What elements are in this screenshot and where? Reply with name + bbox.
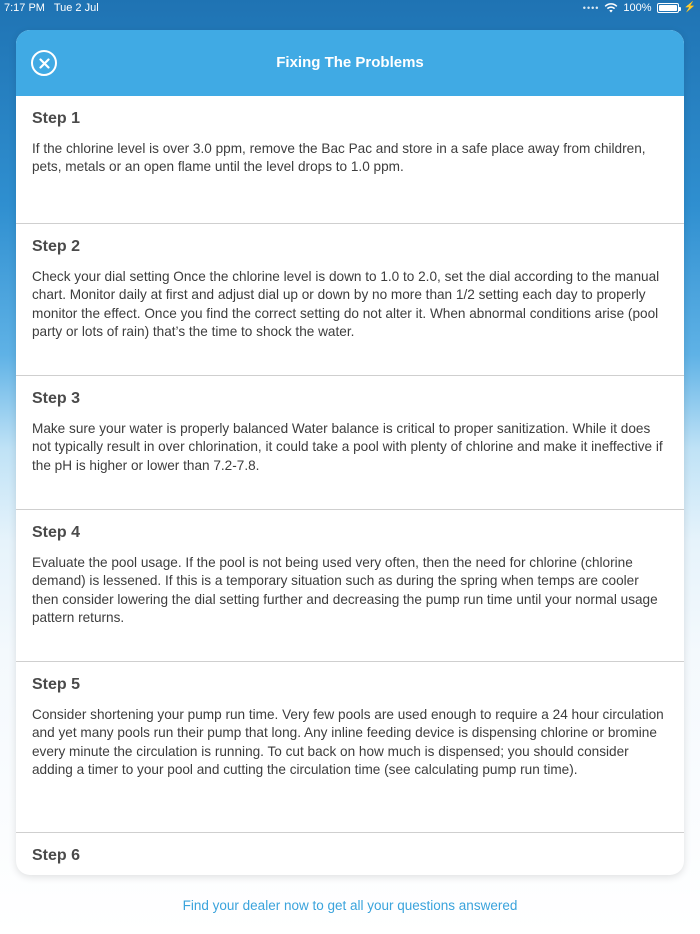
step-card — [16, 510, 684, 662]
step-body: Check your dial setting Once the chlorine level is down to 1.0 to 2.0, set the dial according to the manual chart. Monitor daily at first and adjust dial up or down by no more than 1/2 setting each day to properly monitor the effect. Once you find the correct setting do not alter it. When abnormal conditions arise (pool party or lots of rain) that’s the time to shock the water. — [32, 269, 660, 339]
modal-header — [16, 30, 684, 96]
fixing-problems-modal — [16, 30, 684, 875]
battery-percent: 100% — [623, 2, 652, 14]
modal-title: Fixing The Problems — [276, 54, 424, 71]
step-card — [16, 96, 684, 224]
find-dealer-link[interactable]: Find your dealer now to get all your questions answered — [182, 898, 518, 913]
charging-icon: ⚡ — [683, 2, 696, 13]
step-body: If the chlorine level is over 3.0 ppm, remove the Bac Pac and store in a safe place away from children, pets, metals or an open flame until the level drops to 1.0 ppm. — [32, 141, 646, 175]
step-body: Consider shortening your pump run time. Very few pools are used enough to require a 24 hour circulation and yet many pools run their pump that long. Any inline feeding device is dispensing chlorine or bromine every minute the circulation is running. To cut back on how much is dispensed; you should consider adding a timer to your pool and cutting the circulation time (see calculating pump run time). — [32, 707, 664, 777]
status-left — [4, 1, 105, 15]
step-title: Step 2 — [32, 238, 81, 255]
step-body: Make sure your water is properly balanced Water balance is critical to proper sanitization. While it does not typically result in over chlorination, it could take a pool with plenty of chlorine and make it ineffective if the pH is higher or lower than 7.2-7.8. — [32, 421, 663, 473]
step-title: Step 6 — [32, 847, 81, 864]
status-right — [583, 1, 696, 15]
steps-list[interactable] — [16, 96, 684, 875]
wifi-icon — [604, 3, 618, 13]
step-card — [16, 833, 684, 875]
step-card — [16, 376, 684, 510]
step-title: Step 4 — [32, 524, 81, 541]
status-bar — [0, 0, 700, 16]
signal-dots-icon: •••• — [582, 3, 600, 13]
step-title: Step 1 — [32, 110, 81, 127]
step-card — [16, 224, 684, 376]
status-date: Tue 2 Jul — [53, 2, 99, 14]
step-body: Evaluate the pool usage. If the pool is not being used very often, then the need for chlorine (chlorine demand) is lessened. If this is a temporary situation such as during the spring when temps are cooler then consider lowering the dial setting further and decreasing the pump run time until your normal usage pattern returns. — [32, 555, 658, 625]
step-card — [16, 662, 684, 833]
status-time: 7:17 PM — [4, 2, 45, 14]
step-title: Step 5 — [32, 676, 81, 693]
step-title: Step 3 — [32, 390, 81, 407]
battery-icon — [657, 3, 679, 13]
